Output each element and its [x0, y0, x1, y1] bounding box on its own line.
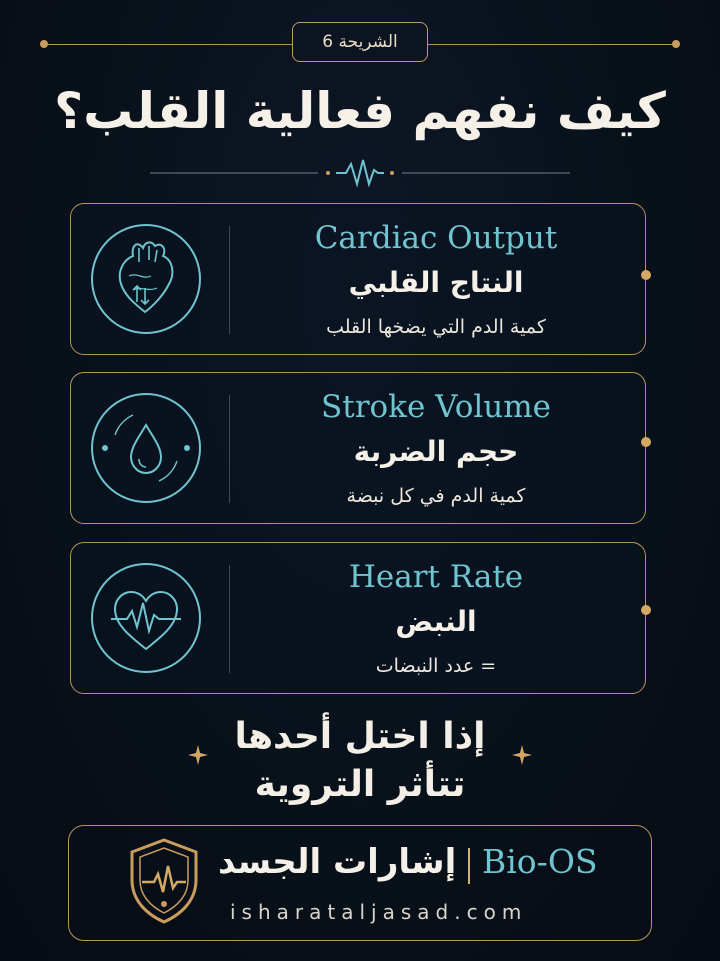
- card-ornament-dot: [641, 270, 651, 280]
- left-ornament-line: [48, 44, 292, 45]
- card-divider: [229, 565, 230, 673]
- card-english-title: Heart Rate: [348, 559, 524, 595]
- shield-logo-icon: [126, 836, 202, 926]
- brand-separator: [468, 848, 470, 884]
- card-description: كمية الدم في كل نبضة: [346, 485, 526, 507]
- heart-anatomy-icon: [91, 224, 201, 334]
- heartbeat-icon: [91, 563, 201, 673]
- blood-drop-icon: [91, 393, 201, 503]
- card-english-title: Cardiac Output: [314, 220, 558, 256]
- card-english-title: Stroke Volume: [321, 389, 551, 425]
- website-url: isharataljasad.com: [230, 900, 528, 924]
- conclusion-line-1: إذا اختل أحدها: [234, 716, 486, 757]
- card-arabic-title: حجم الضربة: [353, 435, 519, 468]
- right-ornament-dot: [672, 40, 680, 48]
- card-arabic-title: النبض: [395, 605, 477, 638]
- card-description: = عدد النبضات: [375, 655, 497, 677]
- left-ornament-dot: [40, 40, 48, 48]
- pulse-divider-icon: [150, 158, 570, 188]
- slide-number-badge: الشريحة 6: [292, 22, 428, 62]
- card-heart-rate: [70, 542, 646, 694]
- conclusion-line-2: تتأثر التروية: [254, 764, 466, 805]
- card-description: كمية الدم التي يضخها القلب: [326, 316, 546, 338]
- card-divider: [229, 395, 230, 503]
- brand-english-name: Bio-OS: [482, 842, 598, 881]
- brand-arabic-name: إشارات الجسد: [218, 842, 457, 882]
- card-stroke-volume: [70, 372, 646, 524]
- card-arabic-title: النتاج القلبي: [348, 266, 524, 299]
- page-title: كيف نفهم فعالية القلب؟: [54, 82, 666, 140]
- card-ornament-dot: [641, 437, 651, 447]
- card-ornament-dot: [641, 605, 651, 615]
- card-cardiac-output: [70, 203, 646, 355]
- card-divider: [229, 226, 230, 334]
- right-ornament-line: [428, 44, 672, 45]
